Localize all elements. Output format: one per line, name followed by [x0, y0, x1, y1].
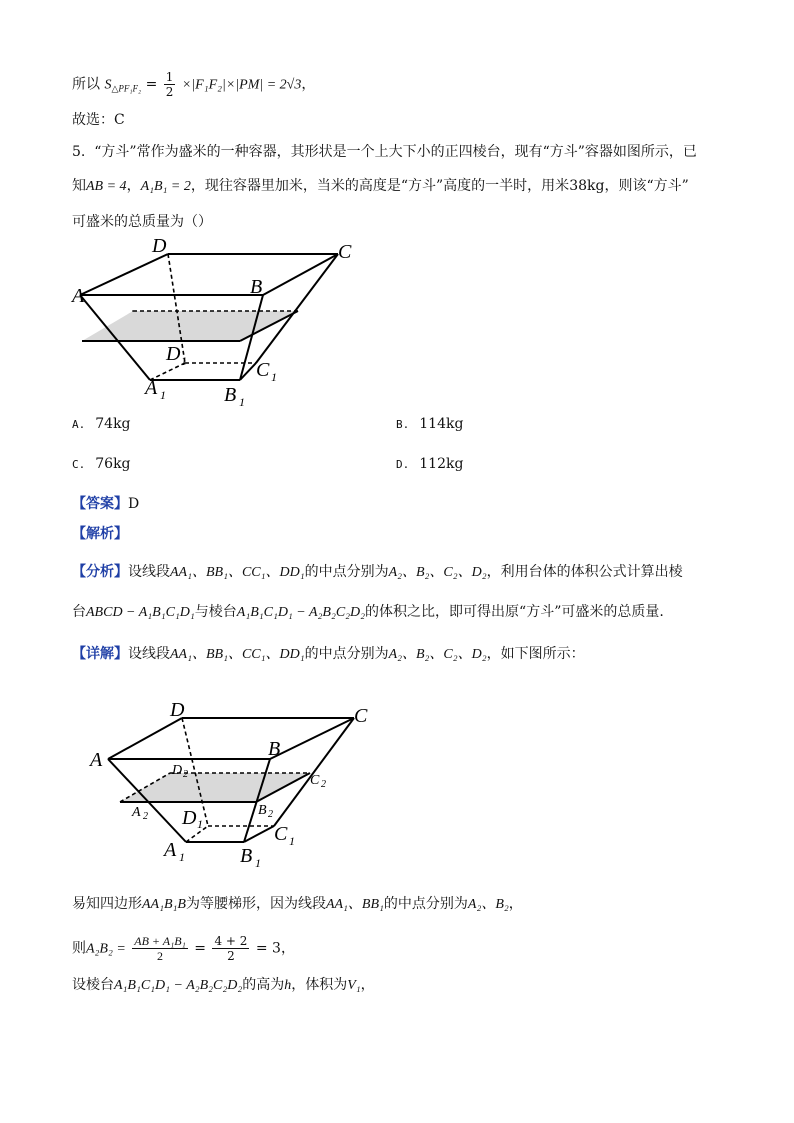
text: 的体积之比，即可得出原“方斗”可盛米的总质量.	[365, 604, 664, 620]
math: AA₁、BB₁、CC₁、DD₁	[170, 565, 305, 580]
label-A1: A	[164, 839, 177, 861]
label-B1: B	[240, 845, 253, 867]
text: ，	[126, 178, 141, 194]
figure-1-frustum	[60, 232, 370, 407]
text: 知	[72, 178, 86, 194]
math: h	[284, 978, 292, 993]
text: ，利用台体的体积公式计算出棱	[486, 564, 683, 580]
frac-den: 2	[165, 85, 174, 99]
text: 所以	[72, 76, 100, 93]
equals: =	[194, 940, 206, 957]
frac-num: 1	[165, 70, 174, 84]
math: A₂B₂ =	[86, 941, 126, 957]
option-letter: B.	[396, 418, 410, 431]
mass: 38kg	[569, 178, 605, 194]
sub-B1: 1	[239, 395, 245, 407]
label-C: C	[338, 241, 352, 263]
frac-num: 4 + 2	[214, 934, 248, 948]
fenxi-line-2	[72, 602, 664, 623]
previous-choice: 故选：C	[72, 112, 125, 128]
math: A₁B₁C₁D₁ − A₂B₂C₂D₂	[114, 978, 243, 993]
text: 设棱台	[72, 977, 114, 993]
label-D2: D	[172, 763, 183, 778]
analysis-label: 【解析】	[72, 526, 128, 542]
sub-B2: 2	[268, 809, 273, 820]
text: “方斗”常作为盛米的一种容器，其形状是一个上大下小的正四棱台，现有“方斗”容器如图所示，已	[94, 144, 697, 160]
text: ，	[508, 896, 523, 912]
text: 与棱台	[194, 604, 237, 620]
text: ，现往容器里加米，当米的高度是“方斗”高度的一半时，用米	[190, 178, 570, 194]
sub-B1: 1	[255, 856, 261, 870]
area-line	[72, 70, 315, 99]
text: 台	[72, 604, 86, 620]
problem-number: 5.	[72, 144, 86, 160]
label-D1: D	[166, 343, 181, 365]
label-B2: B	[258, 803, 267, 818]
option-value: 114kg	[419, 416, 464, 432]
math: AA₁、BB₁	[325, 897, 384, 912]
option-letter: C.	[72, 458, 86, 471]
text: ，体积为	[291, 977, 348, 993]
text: 易知四边形	[72, 896, 142, 912]
fraction	[132, 934, 188, 963]
area-subscript: △PF₁F₂	[111, 83, 142, 94]
math: A₁B₁C₁D₁ − A₂B₂C₂D₂	[236, 605, 366, 620]
text: ，则该“方斗”	[604, 178, 689, 194]
sub-C1: 1	[289, 834, 295, 848]
label-A: A	[72, 285, 85, 307]
area-expression: ×|F₁F₂|×|PM| = 2√3	[181, 77, 302, 93]
text: 设线段	[128, 646, 170, 662]
answer-value: D	[128, 496, 140, 512]
label-A2: A	[132, 805, 141, 820]
option-letter: D.	[396, 458, 410, 471]
area-symbol: S	[104, 77, 112, 93]
sub-D1: 1	[197, 817, 203, 831]
label-A: A	[90, 749, 103, 771]
text: 为等腰梯形，因为线段	[185, 896, 326, 912]
option-a[interactable]	[72, 416, 131, 432]
figure-2-frustum	[84, 692, 384, 872]
frac-den: 2	[157, 949, 164, 963]
text: 的中点分别为	[383, 896, 468, 912]
label-C2: C	[310, 773, 320, 788]
text: ，	[360, 977, 375, 993]
label-D1: D	[182, 807, 197, 829]
label-B: B	[268, 738, 281, 760]
math: A₂、B₂	[467, 897, 509, 912]
text: ，	[280, 940, 295, 957]
option-value: 74kg	[95, 416, 131, 432]
text: ，	[301, 76, 316, 93]
label-C1: C	[274, 823, 288, 845]
step-line-2	[72, 934, 295, 963]
option-c[interactable]	[72, 456, 131, 472]
sub-D2: 2	[183, 769, 188, 780]
answer-line	[72, 494, 139, 514]
label-D: D	[152, 235, 167, 257]
label-B1: B	[224, 384, 237, 406]
step-line-3	[72, 975, 375, 996]
sub-C1: 1	[271, 370, 277, 384]
text: 则	[72, 940, 86, 957]
label-D: D	[170, 699, 185, 721]
frac-num: AB + A₁B₁	[134, 934, 186, 948]
fenxi-line-1	[72, 562, 683, 583]
text: 的中点分别为	[304, 564, 389, 580]
frac-den: 2	[227, 949, 235, 963]
text: 的高为	[242, 977, 285, 993]
math: A₁B₁ = 2	[140, 179, 191, 194]
option-value: 76kg	[95, 456, 131, 472]
math: A₂、B₂、C₂、D₂	[388, 565, 487, 580]
problem-line-1	[72, 142, 697, 162]
problem-line-3: 可盛米的总质量为（）	[72, 214, 212, 230]
fraction	[212, 934, 249, 963]
fenxi-tag: 【分析】	[72, 564, 128, 580]
answer-tag: 【答案】	[72, 496, 128, 512]
step-line-1	[72, 894, 523, 915]
option-d[interactable]	[396, 456, 463, 472]
math: AA₁B₁B	[142, 897, 186, 912]
sub-A1: 1	[160, 388, 166, 402]
xiangjie-tag: 【详解】	[72, 646, 128, 662]
fraction	[164, 70, 176, 99]
label-B: B	[250, 276, 263, 298]
math: ABCD − A₁B₁C₁D₁	[86, 605, 195, 620]
math: AA₁、BB₁、CC₁、DD₁	[170, 647, 305, 662]
option-value: 112kg	[419, 456, 464, 472]
math: A₂、B₂、C₂、D₂	[388, 647, 487, 662]
sub-A1: 1	[179, 850, 185, 864]
text: 设线段	[128, 564, 170, 580]
problem-line-2	[72, 176, 689, 197]
option-b[interactable]	[396, 416, 463, 432]
label-C: C	[354, 705, 368, 727]
option-letter: A.	[72, 418, 86, 431]
equals: =	[145, 76, 158, 93]
label-A1: A	[145, 377, 158, 399]
math: AB = 4	[86, 179, 127, 194]
label-C1: C	[256, 359, 270, 381]
sub-D1: 1	[181, 354, 187, 368]
text: 的中点分别为	[304, 646, 389, 662]
sub-A2: 2	[143, 811, 148, 822]
math: V₁	[347, 978, 361, 993]
sub-C2: 2	[321, 779, 326, 790]
math: = 3	[255, 940, 281, 957]
xiangjie-line-1	[72, 644, 585, 665]
text: ，如下图所示：	[486, 646, 585, 662]
analysis-tag	[72, 524, 128, 544]
